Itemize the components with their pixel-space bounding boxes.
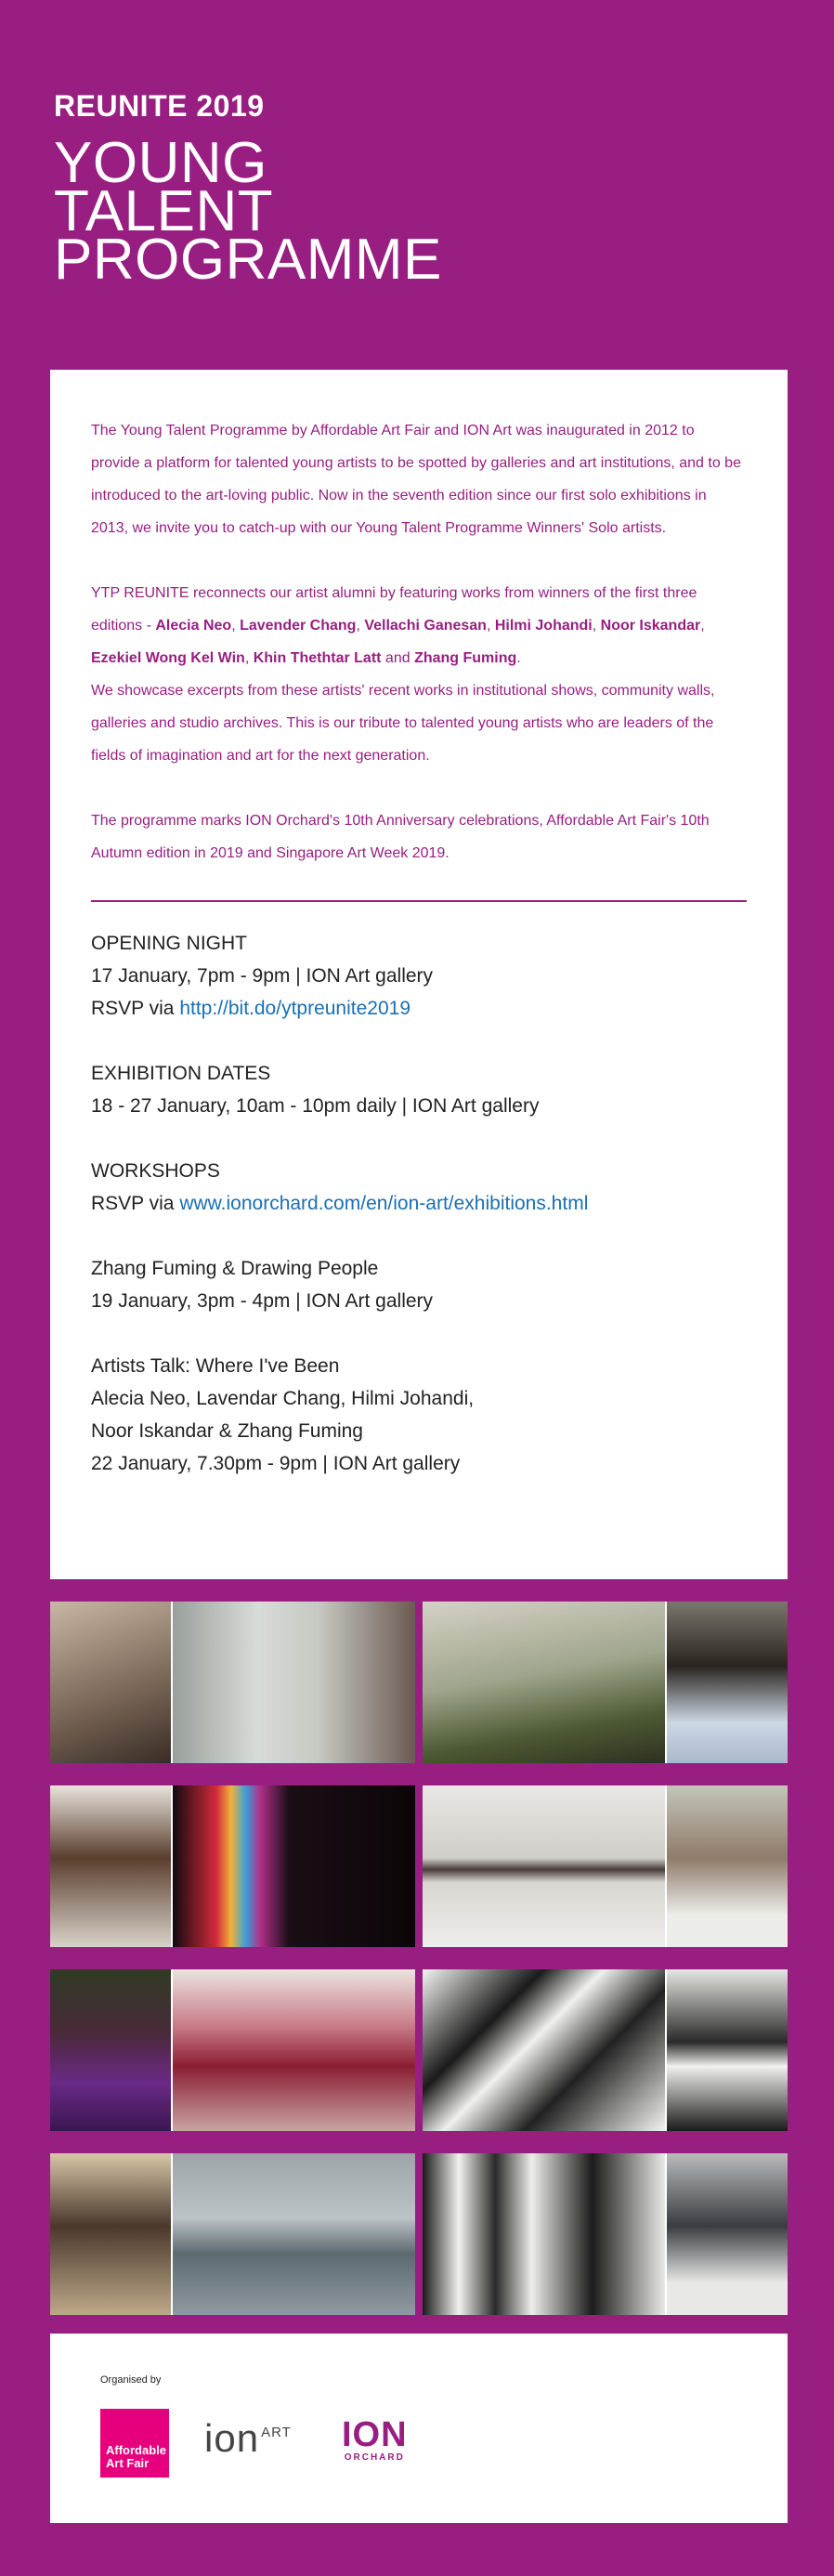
info-card	[50, 370, 788, 1579]
artist-name: Vellachi Ganesan	[364, 618, 487, 634]
artists-talk	[91, 1350, 747, 1480]
opening-night	[91, 927, 747, 1025]
section-heading: WORKSHOPS	[91, 1160, 220, 1182]
divider	[91, 900, 747, 902]
talk-names: Alecia Neo, Lavendar Chang, Hilmi Johandi,	[91, 1388, 475, 1409]
artist-name: Alecia Neo	[155, 618, 232, 634]
workshops-link[interactable]: www.ionorchard.com/en/ion-art/exhibitions.html	[179, 1193, 589, 1214]
artist-name: Khin Thethtar Latt	[253, 650, 382, 666]
rsvp-label: RSVP via	[91, 1193, 180, 1214]
artist-name: Hilmi Johandi	[494, 618, 593, 634]
intro-paragraph: The Young Talent Programme by Affordable Art Fair and ION Art was inaugurated in 2012 to provide a platform for talented young artists to be spotted by galleries and art institutions, and to be introduced to the art-loving public. Now in the seventh edition since our first solo exhibitions in 2013, we invite you to catch-up with our Young Talent Programme Winners' Solo artists.	[91, 423, 741, 536]
rsvp-label: RSVP via	[91, 998, 180, 1019]
intro-tail: We showcase excerpts from these artists' recent works in institutional shows, community walls, galleries and studio archives. This is our tribute to talented young artists who are leaders of the fields of imagination and art for the next generation.	[91, 683, 715, 764]
title-line: YOUNG	[54, 131, 267, 195]
artist-photo	[50, 2153, 415, 2315]
artist-photo	[423, 1602, 788, 1763]
section-heading: OPENING NIGHT	[91, 933, 248, 954]
event-details	[91, 927, 747, 1480]
organisers-footer	[50, 2334, 788, 2523]
workshop-title: Zhang Fuming & Drawing People	[91, 1258, 379, 1279]
ion-art-logo: ion $^{ART}$	[204, 2416, 292, 2460]
intro-lead: YTP REUNITE reconnects our artist alumni by featuring works from winners of the first three editions -	[91, 585, 697, 634]
artist-photo	[50, 1969, 415, 2131]
artist-photo	[423, 1785, 788, 1947]
dates-when: 18 - 27 January, 10am - 10pm daily | ION Art gallery	[91, 1095, 540, 1117]
artist-photo	[50, 1785, 415, 1947]
artist-photo	[50, 1602, 415, 1763]
ion-orchard-logo: ION ORCHARD	[342, 2415, 408, 2463]
artist-photo	[423, 2153, 788, 2315]
talk-when: 22 January, 7.30pm - 9pm | ION Art gallery	[91, 1453, 461, 1474]
artist-photo	[423, 1969, 788, 2131]
rsvp-link[interactable]: http://bit.do/ytpreunite2019	[179, 998, 411, 1019]
section-heading: EXHIBITION DATES	[91, 1063, 271, 1084]
artist-name: Lavender Chang	[240, 618, 357, 634]
affordable-art-fair-logo: Affordable Art Fair	[100, 2409, 169, 2478]
title-line: PROGRAMME	[54, 228, 442, 292]
event-kicker: REUNITE 2019	[54, 89, 265, 123]
intro-text	[91, 414, 747, 870]
artist-name: Ezekiel Wong Kel Win	[91, 650, 245, 666]
workshop-when: 19 January, 3pm - 4pm | ION Art gallery	[91, 1290, 434, 1312]
artist-name: Zhang Fuming	[414, 650, 517, 666]
workshop-zhang	[91, 1252, 747, 1317]
intro-paragraph: The programme marks ION Orchard's 10th Anniversary celebrations, Affordable Art Fair's 10th Autumn edition in 2019 and Singapore Art Week 2019.	[91, 813, 710, 861]
intro-paragraph-artists: YTP REUNITE reconnects our artist alumni by featuring works from winners of the first three editions - Alecia Neo, Lavender Chang, Vellachi Ganesan, Hilmi Johandi, Noor Iskandar, Ezekiel Wong Kel Win, Khin Thethtar Latt and Zhang Fuming. We showcase excerpts from these artists' recent works in institutional shows, community walls, galleries and studio archives. This is our tribute to talented young artists who are leaders of the fields of imagination and art for the next generation.	[91, 585, 715, 764]
title-line: TALENT	[54, 179, 274, 243]
workshops	[91, 1155, 747, 1220]
page-title	[54, 131, 442, 292]
organised-by-label: Organised by	[100, 2374, 162, 2386]
talk-title: Artists Talk: Where I've Been	[91, 1355, 340, 1377]
opening-when: 17 January, 7pm - 9pm | ION Art gallery	[91, 965, 434, 987]
talk-names: Noor Iskandar & Zhang Fuming	[91, 1420, 363, 1442]
artist-name: Noor Iskandar	[600, 618, 701, 634]
page-header	[54, 89, 442, 292]
artist-photo-grid	[50, 1602, 788, 2337]
exhibition-dates	[91, 1057, 747, 1122]
